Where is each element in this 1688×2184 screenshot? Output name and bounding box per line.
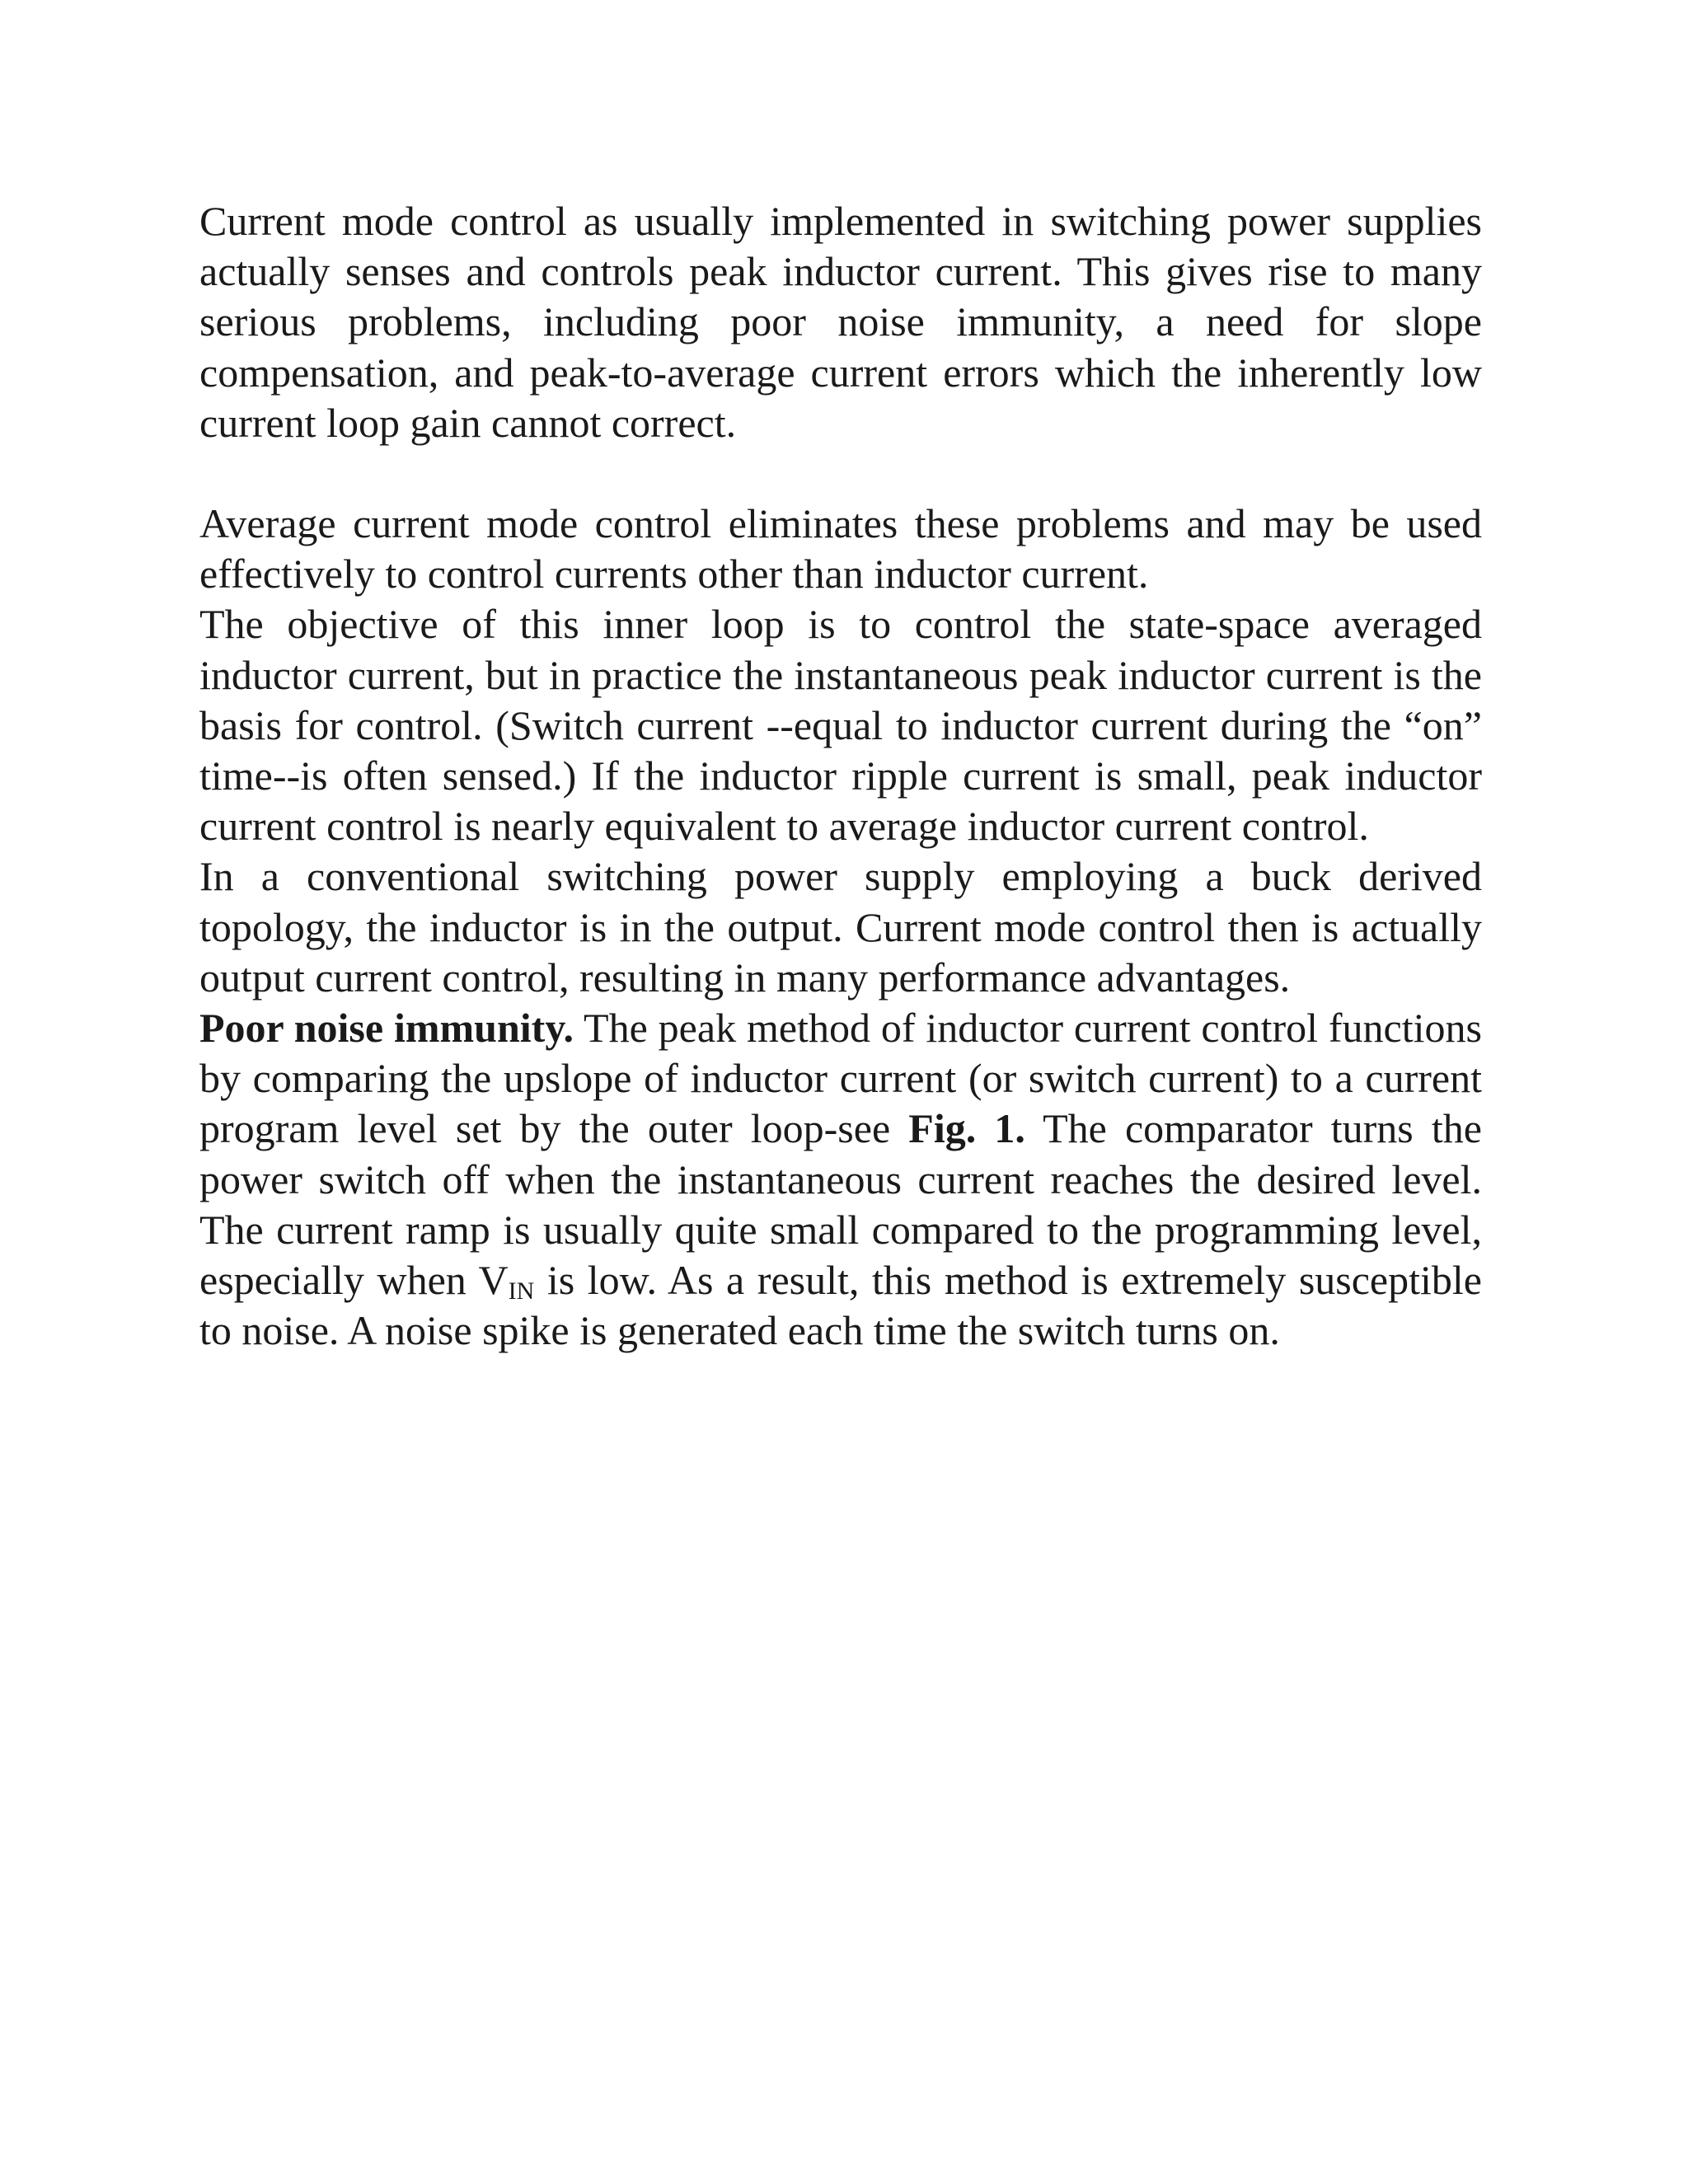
paragraph-poor-noise-immunity (199, 1003, 1482, 1356)
paragraph-gap (199, 448, 1482, 499)
paragraph-buck-topology: In a conventional switching power supply employing a buck derived topology, the inductor is in the output. Current mode control then is actually output current control, resulting in many performance advantages. (199, 853, 1482, 1001)
paragraph-average-current-mode: Average current mode control eliminates these problems and may be used effectively to control currents other than inductor current. (199, 500, 1482, 598)
document-body (199, 196, 1482, 1356)
text-run: The comparator turns the power switch off when the instantaneous current reaches the desired level. The current ramp is usually quite small compared to the programming level, especially when V (199, 1105, 1482, 1304)
figure-reference: Fig. 1. (908, 1105, 1025, 1152)
paragraph-current-mode-intro: Current mode control as usually implemented in switching power supplies actually senses and controls peak inductor current. This gives rise to many serious problems, including poor noise immunity, a need for slope compensation, and peak-to-average current errors which the inherently low current loop gain cannot correct. (199, 198, 1482, 446)
section-heading-poor-noise-immunity: Poor noise immunity. (199, 1005, 574, 1052)
text-run: is low. As a result, this method is extremely susceptible to noise. A noise spike is generated each time the switch turns on. (199, 1257, 1482, 1354)
paragraph-inner-loop-objective: The objective of this inner loop is to control the state-space averaged inductor current, but in practice the instantaneous peak inductor current is the basis for control. (Switch current --equal to inductor current during the “on” time--is often sensed.) If the inductor ripple current is small, peak inductor current control is nearly equivalent to average inductor current control. (199, 601, 1482, 850)
text-run: The peak method of inductor current control functions by comparing the upslope of inductor current (or switch current) to a current program level set by the outer loop-see (199, 1005, 1482, 1152)
vin-subscript: IN (508, 1277, 535, 1305)
